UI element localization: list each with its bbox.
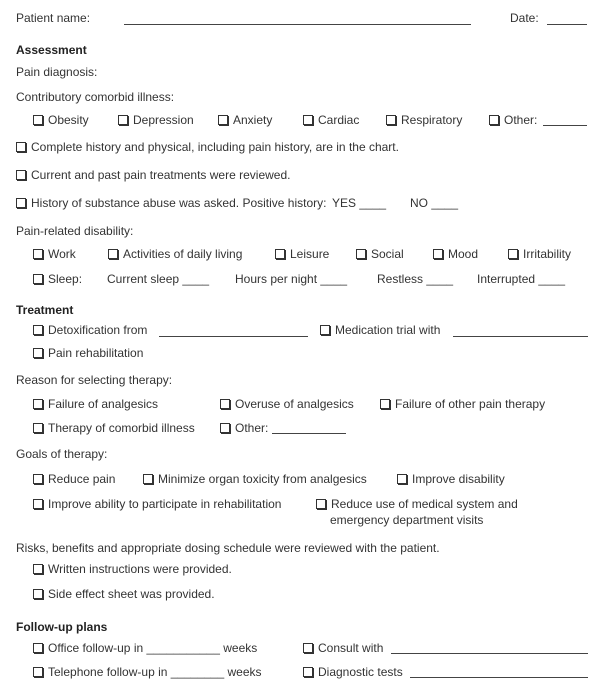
checkbox-icon[interactable] — [380, 399, 390, 409]
option-label: Improve disability — [412, 472, 505, 486]
checkbox-icon[interactable] — [33, 249, 43, 259]
checkbox-icon[interactable] — [303, 643, 313, 653]
checkbox-icon[interactable] — [320, 325, 330, 335]
option-label: Depression — [133, 113, 194, 127]
option-label: Mood — [448, 247, 479, 261]
option-label: Office follow-up in ___________ weeks — [48, 641, 258, 655]
checkbox-icon[interactable] — [118, 115, 128, 125]
checkbox-icon[interactable] — [16, 198, 26, 208]
option-label: Diagnostic tests — [318, 665, 403, 679]
option-label: Anxiety — [233, 113, 273, 127]
interrupted-field[interactable]: Interrupted ____ — [477, 272, 566, 286]
checkbox-substance-abuse[interactable] — [16, 195, 326, 211]
checkbox-icon[interactable] — [303, 667, 313, 677]
patient-name-field[interactable] — [124, 24, 471, 25]
option-label: Reduce pain — [48, 472, 116, 486]
option-label: Side effect sheet was provided. — [48, 587, 215, 601]
option-label: Therapy of comorbid illness — [48, 421, 195, 435]
checkbox-social[interactable] — [356, 246, 404, 262]
consult-field[interactable] — [391, 653, 588, 654]
yes-field[interactable]: YES ____ — [332, 196, 387, 210]
patient-name-label: Patient name: — [16, 11, 91, 25]
checkbox-icon[interactable] — [303, 115, 313, 125]
option-label: Reduce use of medical system and — [331, 497, 518, 511]
medication-trial-field[interactable] — [453, 336, 588, 337]
checkbox-other-comorbid[interactable] — [489, 112, 537, 128]
checkbox-other-reason[interactable] — [220, 420, 268, 436]
checkbox-icon[interactable] — [397, 474, 407, 484]
checkbox-office-followup[interactable] — [33, 640, 257, 656]
other-reason-field[interactable] — [272, 433, 346, 434]
reason-label: Reason for selecting therapy: — [16, 373, 173, 387]
detox-field[interactable] — [159, 336, 308, 337]
checkbox-icon[interactable] — [33, 589, 43, 599]
other-comorbid-field[interactable] — [543, 125, 587, 126]
checkbox-icon[interactable] — [316, 499, 326, 509]
checkbox-reduce-pain[interactable] — [33, 471, 115, 487]
option-label: Work — [48, 247, 76, 261]
followup-heading: Follow-up plans — [16, 620, 108, 634]
option-label: Consult with — [318, 641, 384, 655]
checkbox-icon[interactable] — [33, 643, 43, 653]
checkbox-icon[interactable] — [433, 249, 443, 259]
goal-continuation: emergency department visits — [330, 513, 484, 527]
disability-label: Pain-related disability: — [16, 224, 134, 238]
checkbox-icon[interactable] — [218, 115, 228, 125]
option-label: Sleep: — [48, 272, 83, 286]
checkbox-icon[interactable] — [33, 423, 43, 433]
option-label: Other: — [235, 421, 269, 435]
option-label: Respiratory — [401, 113, 463, 127]
checkbox-detox[interactable] — [33, 322, 147, 338]
checkbox-irritability[interactable] — [508, 246, 571, 262]
date-field[interactable] — [547, 24, 587, 25]
option-label: Obesity — [48, 113, 89, 127]
checkbox-side-effect-sheet[interactable] — [33, 586, 215, 602]
option-label: Irritability — [523, 247, 572, 261]
checkbox-comorbid-therapy[interactable] — [33, 420, 195, 436]
checkbox-icon[interactable] — [489, 115, 499, 125]
checkbox-icon[interactable] — [33, 564, 43, 574]
checkbox-improve-disability[interactable] — [397, 471, 505, 487]
checkbox-leisure[interactable] — [275, 246, 329, 262]
option-label: Pain rehabilitation — [48, 346, 144, 360]
assessment-heading: Assessment — [16, 43, 87, 57]
option-label: Improve ability to participate in rehabilitation — [48, 497, 282, 511]
option-label: Telephone follow-up in ________ weeks — [48, 665, 262, 679]
checkbox-icon[interactable] — [33, 325, 43, 335]
option-label: Minimize organ toxicity from analgesics — [158, 472, 367, 486]
checkbox-failure-other[interactable] — [380, 396, 545, 412]
checkbox-treatments-reviewed[interactable] — [16, 167, 290, 183]
checkbox-minimize-toxicity[interactable] — [143, 471, 367, 487]
checkbox-icon[interactable] — [16, 170, 26, 180]
checkbox-icon[interactable] — [33, 348, 43, 358]
option-label: Cardiac — [318, 113, 360, 127]
checkbox-icon[interactable] — [275, 249, 285, 259]
checkbox-depression[interactable] — [118, 112, 194, 128]
checkbox-icon[interactable] — [108, 249, 118, 259]
current-sleep-field[interactable]: Current sleep ____ — [107, 272, 210, 286]
checkbox-failure-analgesics[interactable] — [33, 396, 158, 412]
option-label: Leisure — [290, 247, 330, 261]
checkbox-obesity[interactable] — [33, 112, 89, 128]
checkbox-telephone-followup[interactable] — [33, 664, 262, 680]
checkbox-icon[interactable] — [33, 115, 43, 125]
pain-diagnosis-label: Pain diagnosis: — [16, 65, 98, 79]
checkbox-sleep[interactable] — [33, 271, 82, 287]
option-label: Medication trial with — [335, 323, 441, 337]
comorbid-label: Contributory comorbid illness: — [16, 90, 175, 104]
checkbox-respiratory[interactable] — [386, 112, 462, 128]
checkbox-icon[interactable] — [386, 115, 396, 125]
checkbox-improve-rehab[interactable] — [33, 496, 281, 512]
option-label: Current and past pain treatments were reviewed. — [31, 168, 291, 182]
checkbox-icon[interactable] — [220, 399, 230, 409]
checkbox-icon[interactable] — [143, 474, 153, 484]
hours-per-night-field[interactable]: Hours per night ____ — [235, 272, 348, 286]
checkbox-diagnostic-tests[interactable] — [303, 664, 403, 680]
checkbox-medication-trial[interactable] — [320, 322, 440, 338]
checkbox-anxiety[interactable] — [218, 112, 272, 128]
checkbox-icon[interactable] — [508, 249, 518, 259]
checkbox-written-instructions[interactable] — [33, 561, 232, 577]
checkbox-icon[interactable] — [16, 142, 26, 152]
option-label: Failure of other pain therapy — [395, 397, 546, 411]
goals-label: Goals of therapy: — [16, 447, 108, 461]
diagnostic-tests-field[interactable] — [410, 677, 588, 678]
checkbox-icon[interactable] — [33, 474, 43, 484]
option-label: Detoxification from — [48, 323, 148, 337]
checkbox-work[interactable] — [33, 246, 76, 262]
checkbox-mood[interactable] — [433, 246, 478, 262]
checkbox-icon[interactable] — [220, 423, 230, 433]
treatment-heading: Treatment — [16, 303, 74, 317]
checkbox-pain-rehab[interactable] — [33, 345, 143, 361]
checkbox-cardiac[interactable] — [303, 112, 359, 128]
option-label: Written instructions were provided. — [48, 562, 232, 576]
date-label: Date: — [510, 11, 539, 25]
option-label: Complete history and physical, including pain history, are in the chart. — [31, 140, 399, 154]
checkbox-icon[interactable] — [33, 399, 43, 409]
risks-reviewed-text: Risks, benefits and appropriate dosing schedule were reviewed with the patient. — [16, 541, 440, 555]
checkbox-icon[interactable] — [33, 667, 43, 677]
checkbox-daily-living[interactable] — [108, 246, 242, 262]
checkbox-complete-history[interactable] — [16, 139, 399, 155]
restless-field[interactable]: Restless ____ — [377, 272, 454, 286]
checkbox-reduce-medical-use[interactable] — [316, 496, 518, 512]
checkbox-overuse-analgesics[interactable] — [220, 396, 354, 412]
checkbox-icon[interactable] — [356, 249, 366, 259]
option-label: History of substance abuse was asked. Positive history: — [31, 196, 327, 210]
checkbox-consult[interactable] — [303, 640, 383, 656]
option-label: Failure of analgesics — [48, 397, 159, 411]
option-label: Social — [371, 247, 404, 261]
option-label: Activities of daily living — [123, 247, 243, 261]
option-label: Other: — [504, 113, 538, 127]
checkbox-icon[interactable] — [33, 499, 43, 509]
checkbox-icon[interactable] — [33, 274, 43, 284]
option-label: Overuse of analgesics — [235, 397, 354, 411]
no-field[interactable]: NO ____ — [410, 196, 459, 210]
